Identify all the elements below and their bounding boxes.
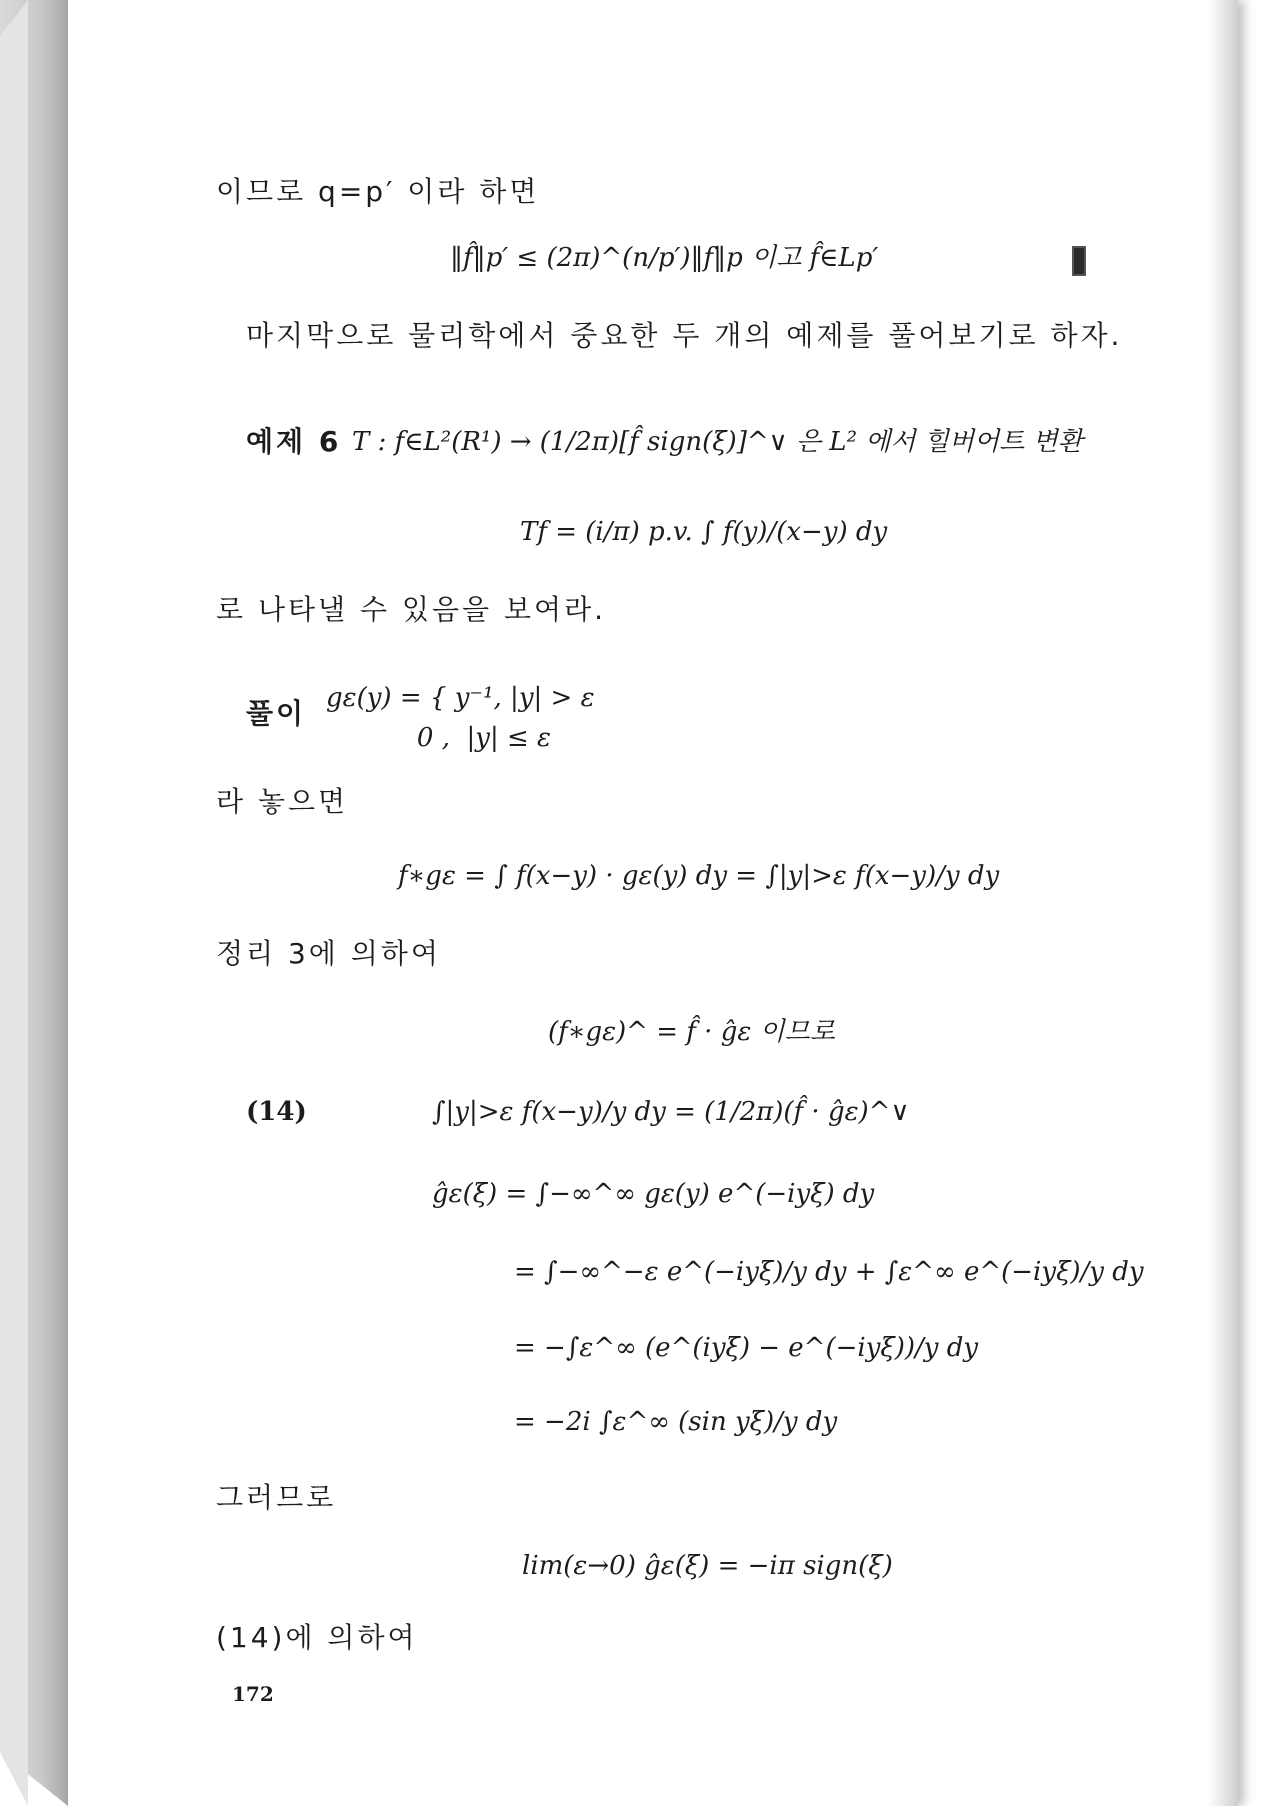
equation-norm-bound: ‖f̂‖p′ ≤ (2π)^(n/p′)‖f‖p 이고 f̂∈Lp′ xyxy=(450,243,879,273)
text-line-10: 정리 3에 의하여 xyxy=(216,937,441,970)
equation-g-hat-def: ĝε(ξ) = ∫−∞^∞ gε(y) e^(−iyξ) dy xyxy=(432,1179,875,1209)
page-gutter-shadow xyxy=(1208,0,1238,1806)
page-number: 172 xyxy=(232,1682,274,1706)
text-line-19: (14)에 의하여 xyxy=(216,1621,418,1654)
example-label: 예제 6 xyxy=(246,425,342,458)
text-line-3: 마지막으로 물리학에서 중요한 두 개의 예제를 풀어보기로 하자. xyxy=(246,319,1123,352)
equation-g-epsilon-case1: gε(y) = { y⁻¹, |y| > ε xyxy=(326,683,595,713)
equation-g-epsilon-case2: 0 , |y| ≤ ε xyxy=(326,723,551,753)
text-line-6: 로 나타낼 수 있음을 보여라. xyxy=(216,593,607,626)
example-statement: T : f∈L²(R¹) → (1/2π)[f̂ sign(ξ)]^∨ 은 L² 에서 힐버어트 변환 xyxy=(352,427,1083,457)
text-line-8: 라 놓으면 xyxy=(216,785,349,818)
text-line-1: 이므로 q=p′ 이라 하면 xyxy=(216,175,540,208)
equation-g-hat-combined: = −∫ε^∞ (e^(iyξ) − e^(−iyξ))/y dy xyxy=(514,1333,979,1363)
text-line-17: 그러므로 xyxy=(216,1481,337,1514)
equation-14: ∫|y|>ε f(x−y)/y dy = (1/2π)(f̂ · ĝε)^∨ xyxy=(432,1097,910,1127)
margin-mark xyxy=(1072,246,1086,276)
equation-convolution: f∗gε = ∫ f(x−y) · gε(y) dy = ∫|y|>ε f(x−y)/y dy xyxy=(398,861,1000,891)
equation-g-hat-sine: = −2i ∫ε^∞ (sin yξ)/y dy xyxy=(514,1407,838,1437)
page-edge-inner xyxy=(0,0,28,1806)
equation-number-14: (14) xyxy=(246,1097,307,1127)
equation-hilbert-transform: Tf = (i/π) p.v. ∫ f(y)/(x−y) dy xyxy=(520,517,888,547)
equation-g-hat-split: = ∫−∞^−ε e^(−iyξ)/y dy + ∫ε^∞ e^(−iyξ)/y dy xyxy=(514,1257,1144,1287)
solution-label: 풀이 xyxy=(246,697,307,730)
equation-fourier-product: (f∗gε)^ = f̂ · ĝε 이므로 xyxy=(548,1017,835,1047)
equation-limit: lim(ε→0) ĝε(ξ) = −iπ sign(ξ) xyxy=(522,1551,893,1581)
